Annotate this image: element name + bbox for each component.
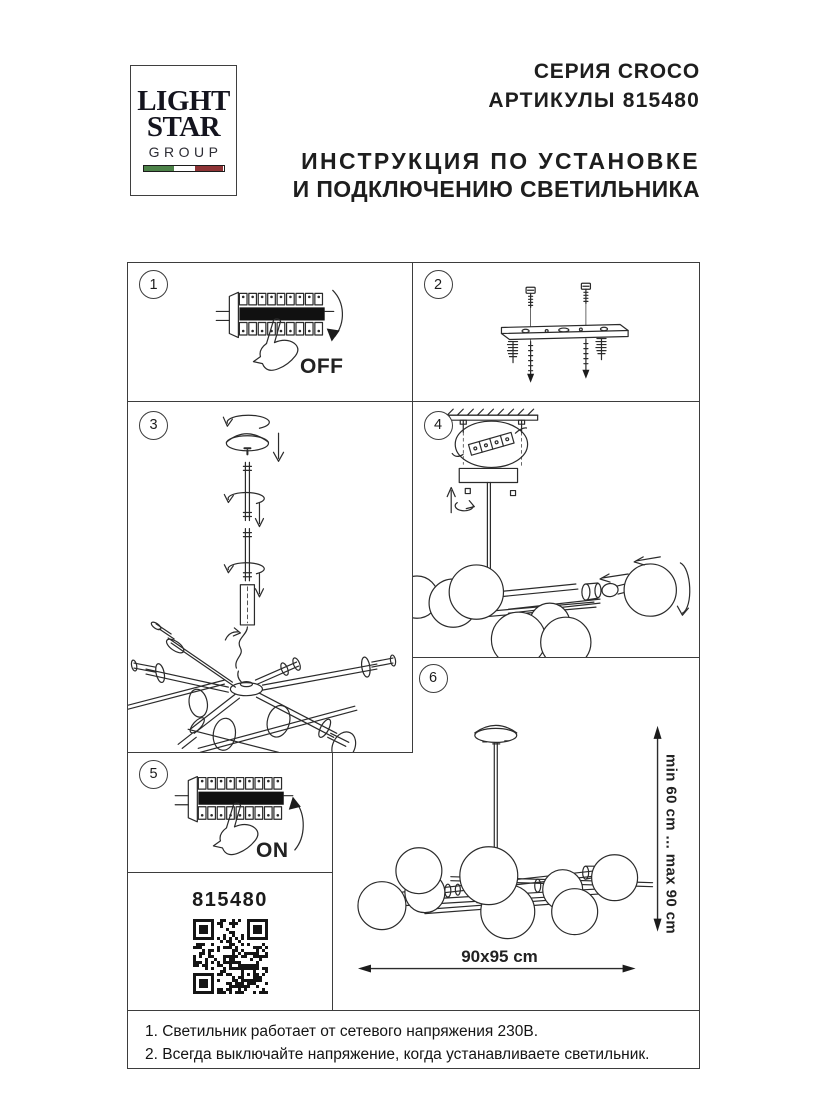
note-line-2: 2. Всегда выключайте напряжение, когда устанавливаете светильник. [145,1045,650,1063]
rod-assembly-drawing [128,402,412,753]
article-title: АРТИКУЛЫ 815480 [488,89,700,112]
panel-step-5 [127,752,333,874]
logo-star: STAR [146,111,221,143]
step-number-badge: 6 [419,664,448,693]
note-line-1: 1. Светильник работает от сетевого напряжения 230В. [145,1022,539,1040]
qr-code [193,919,268,999]
step-number-badge: 4 [424,411,453,440]
power-off-label: OFF [300,355,344,378]
mounting-bracket-drawing [413,263,700,401]
lightstar-logo [130,65,237,196]
step-number-badge: 3 [139,411,168,440]
step-number-badge: 5 [139,760,168,789]
step-number-badge: 1 [139,270,168,299]
flag-green [144,166,174,171]
logo-light: LIGHT [137,85,230,118]
italian-flag-stripe [143,165,225,172]
fixture-mounting-drawing [413,402,700,658]
panel-step-2 [412,262,701,402]
power-on-label: ON [256,838,289,862]
article-number: 815480 [192,888,268,911]
panel-step-1 [127,262,413,402]
instruction-title-line2: И ПОДКЛЮЧЕНИЮ СВЕТИЛЬНИКА [292,176,700,202]
series-title: СЕРИЯ CROCO [533,60,700,83]
breaker-off-drawing [128,263,412,401]
panel-qr [127,872,333,1012]
width-dimension-label: 90x95 cm [461,946,538,966]
flag-red [195,166,223,171]
notes-box [127,1010,700,1070]
flag-white [174,166,196,171]
logo-group: GROUP [148,143,223,160]
panel-step-4 [412,401,701,659]
instruction-title-line1: ИНСТРУКЦИЯ ПО УСТАНОВКЕ [301,148,700,174]
step-number-badge: 2 [424,270,453,299]
title-block [293,57,700,203]
height-dimension-label: min 60 cm ... max 90 cm [662,753,680,934]
panel-step-3 [127,401,413,754]
